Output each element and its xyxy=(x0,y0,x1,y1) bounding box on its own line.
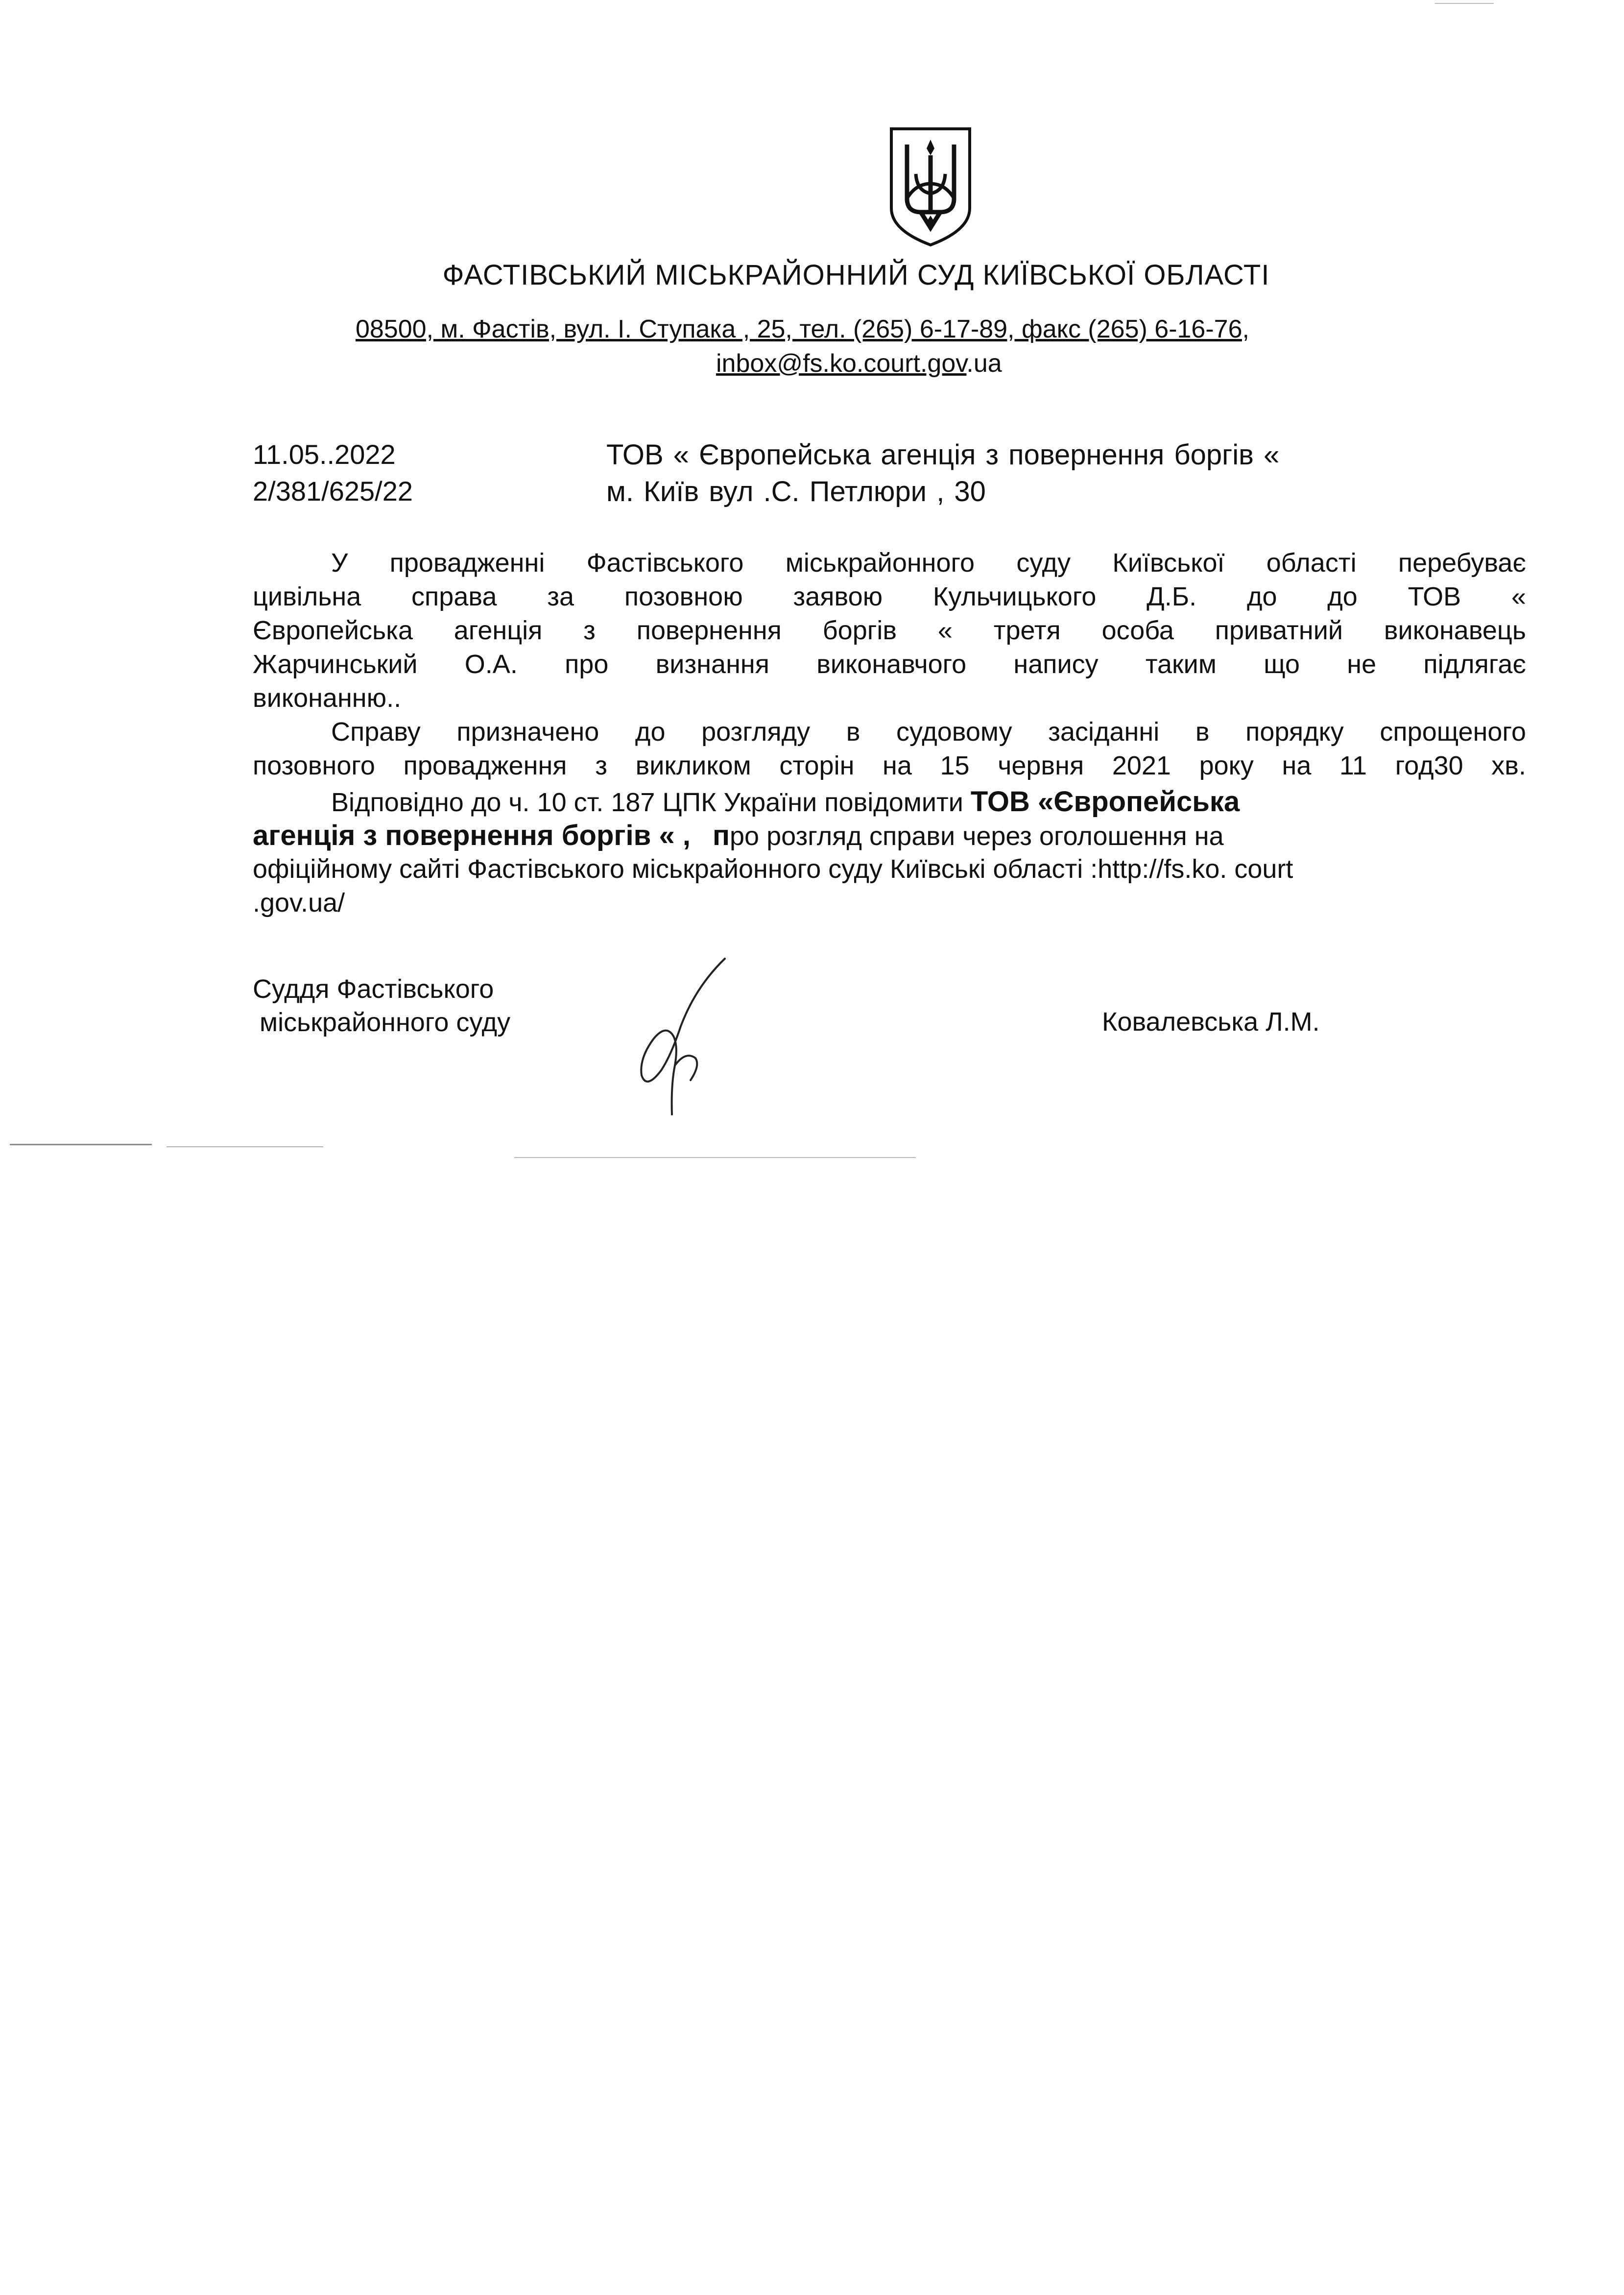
scan-artifact xyxy=(10,1144,152,1145)
body-line: офіційному сайті Фастівського міськрайонного суду Київські області :http://fs.ko. court xyxy=(253,854,1293,884)
body-line: Справу призначено до розгляду в судовому засіданні в порядку спрощеного xyxy=(331,717,1526,747)
body-line: Жарчинський О.А. про визнання виконавчого напису таким що не підлягає xyxy=(253,650,1526,679)
paragraph-notice xyxy=(253,785,1497,920)
judge-title xyxy=(253,972,510,1039)
letter-date: 11.05..2022 xyxy=(253,439,396,470)
court-email-line xyxy=(716,349,1002,378)
body-line xyxy=(253,785,1497,819)
body-line: позовного провадження з викликом сторін на 15 червня 2021 року на 11 год30 хв. xyxy=(253,751,1526,780)
case-number: 2/381/625/22 xyxy=(253,476,413,507)
scan-artifact xyxy=(514,1157,916,1158)
body-line: Європейська агенція з повернення боргів « третя особа приватний виконавець xyxy=(253,616,1526,645)
body-line xyxy=(253,819,1497,852)
scan-artifact xyxy=(1435,3,1494,4)
court-name-heading: ФАСТІВСЬКИЙ МІСЬКРАЙОННИЙ СУД КИЇВСЬКОЇ ОБЛАСТІ xyxy=(442,259,1270,291)
notice-company-bold: ТОВ «Європейська xyxy=(970,786,1240,818)
coat-of-arms-emblem xyxy=(882,125,979,247)
body-line: цивільна справа за позовною заявою Кульчицького Д.Б. до до ТОВ « xyxy=(253,582,1526,611)
notice-text: ро розгляд справи через оголошення на xyxy=(730,821,1224,851)
body-line: У провадженні Фастівського міськрайонного суду Київської області перебуває xyxy=(331,548,1526,578)
court-email-suffix: .ua xyxy=(966,349,1002,378)
notice-text: Відповідно до ч. 10 ст. 187 ЦПК України повідомити xyxy=(331,788,971,817)
judge-title-line: Суддя Фастівського xyxy=(253,974,494,1004)
court-email[interactable]: inbox@fs.ko.court.gov xyxy=(716,349,967,378)
notice-bold-letter: п xyxy=(712,820,730,851)
court-address-line: 08500, м. Фастів, вул. І. Ступака , 25, тел. (265) 6-17-89, факс (265) 6-16-76, xyxy=(356,315,1249,343)
recipient-name: ТОВ « Європейська агенція з повернення боргів « xyxy=(606,439,1280,471)
scan-artifact xyxy=(167,1146,323,1147)
body-line: .gov.ua/ xyxy=(253,888,345,918)
judge-title-line: міськрайонного суду xyxy=(260,1008,511,1037)
paragraph-proceedings xyxy=(253,546,1526,715)
notice-company-bold: агенція з повернення боргів « , xyxy=(253,820,691,851)
handwritten-signature xyxy=(622,953,749,1129)
paragraph-hearing xyxy=(253,715,1526,783)
judge-name: Ковалевська Л.М. xyxy=(1102,1007,1320,1037)
body-line: виконанню.. xyxy=(253,683,402,713)
recipient-address: м. Київ вул .С. Петлюри , 30 xyxy=(606,476,986,507)
